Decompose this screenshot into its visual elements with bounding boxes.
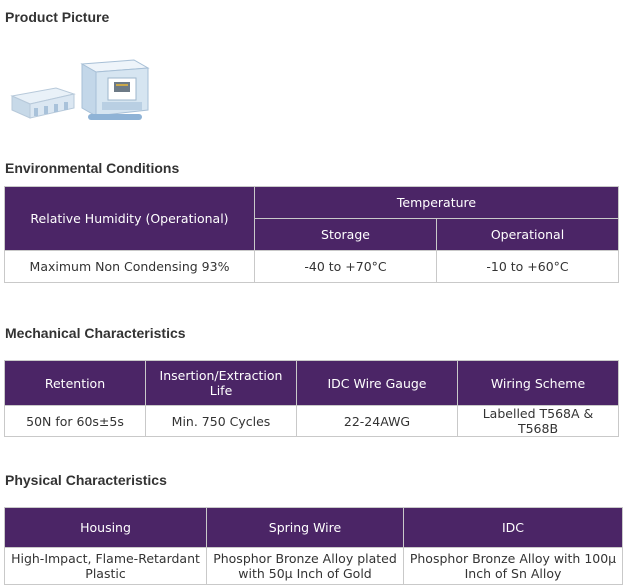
- physical-table: [4, 507, 623, 585]
- table-row: [5, 548, 623, 585]
- mechanical-table: [4, 360, 619, 437]
- product-picture-heading: Product Picture: [5, 9, 110, 25]
- insertion-life-value: Min. 750 Cycles: [146, 406, 297, 437]
- keystone-jack-image: [8, 58, 158, 126]
- table-row: [5, 251, 619, 283]
- wiring-scheme-value: Labelled T568A & T568B: [458, 406, 619, 437]
- temperature-header: Temperature: [255, 187, 619, 219]
- idc-wire-gauge-value: 22-24AWG: [297, 406, 458, 437]
- retention-value: 50N for 60s±5s: [5, 406, 146, 437]
- housing-value: High-Impact, Flame-Retardant Plastic: [5, 548, 207, 585]
- mechanical-heading: Mechanical Characteristics: [5, 325, 186, 341]
- insertion-life-header: Insertion/Extraction Life: [146, 361, 297, 406]
- spring-wire-value: Phosphor Bronze Alloy plated with 50μ Inch of Gold: [207, 548, 404, 585]
- idc-wire-gauge-header: IDC Wire Gauge: [297, 361, 458, 406]
- environmental-table: [4, 186, 619, 283]
- jack-body-graphic: [82, 60, 148, 120]
- wiring-scheme-header: Wiring Scheme: [458, 361, 619, 406]
- environmental-heading: Environmental Conditions: [5, 160, 180, 176]
- jack-cap-graphic: [12, 88, 74, 118]
- operational-header: Operational: [437, 219, 619, 251]
- idc-header: IDC: [404, 508, 623, 548]
- storage-header: Storage: [255, 219, 437, 251]
- operational-value: -10 to +60°C: [437, 251, 619, 283]
- table-row: [5, 406, 619, 437]
- retention-header: Retention: [5, 361, 146, 406]
- housing-header: Housing: [5, 508, 207, 548]
- spring-wire-header: Spring Wire: [207, 508, 404, 548]
- humidity-header: Relative Humidity (Operational): [5, 187, 255, 251]
- physical-heading: Physical Characteristics: [5, 472, 167, 488]
- idc-value: Phosphor Bronze Alloy with 100μ Inch of Sn Alloy: [404, 548, 623, 585]
- storage-value: -40 to +70°C: [255, 251, 437, 283]
- humidity-value: Maximum Non Condensing 93%: [5, 251, 255, 283]
